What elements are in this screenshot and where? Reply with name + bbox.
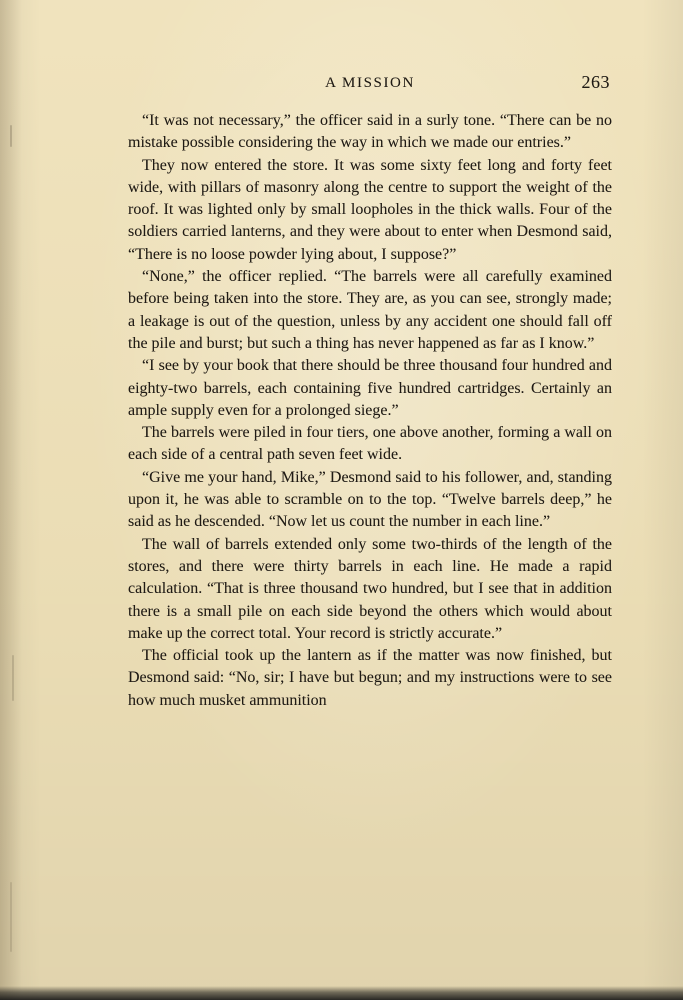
paragraph-4: “I see by your book that there should be three thousand four hundred and eighty-two barrels, each containing five hundred cartridges. Certainly an ample supply even for a prolonged siege.” [128, 357, 612, 419]
paragraph-5: The barrels were piled in four tiers, one above another, forming a wall on each side of a central path seven feet wide. [128, 424, 612, 464]
margin-mark-bottom [10, 882, 12, 952]
running-title: A MISSION [325, 75, 415, 91]
paragraph-8: The official took up the lantern as if the matter was now finished, but Desmond said: “No, sir; I have but begun; and my instructions were to see how much musket ammunition [128, 647, 612, 709]
body-text [128, 110, 612, 712]
paragraph-1: “It was not necessary,” the officer said in a surly tone. “There can be no mistake possible considering the way in which we made our entries.” [128, 112, 612, 152]
page-header [128, 72, 612, 100]
page-number: 263 [581, 72, 610, 92]
paragraph-6: “Give me your hand, Mike,” Desmond said to his follower, and, standing upon it, he was able to scramble on to the top. “Twelve barrels deep,” he said as he descended. “Now let us count the number in each line.” [128, 468, 612, 531]
margin-mark-top [10, 125, 12, 147]
paragraph-2: They now entered the store. It was some sixty feet long and forty feet wide, with pillars of masonry along the centre to support the weight of the roof. It was lighted only by small loopholes in the thick walls. Four of the soldiers carried lanterns, and they were about to enter when Desmond said, “There is no loose powder lying about, I suppose?” [128, 156, 612, 263]
margin-mark-middle [12, 655, 14, 701]
paragraph-3: “None,” the officer replied. “The barrels were all carefully examined before being taken into the store. They are, as you can see, strongly made; a leakage is out of the question, unless by any accident one should fall off the pile and burst; but such a thing has never happened as far as I know.” [128, 268, 612, 352]
paragraph-7: The wall of barrels extended only some two-thirds of the length of the stores, and there were thirty barrels in each line. He made a rapid calculation. “That is three thousand two hundred, but I see that in addition there is a small pile on each side beyond the others which would about make up the correct total. Your record is strictly accurate.” [128, 535, 612, 642]
